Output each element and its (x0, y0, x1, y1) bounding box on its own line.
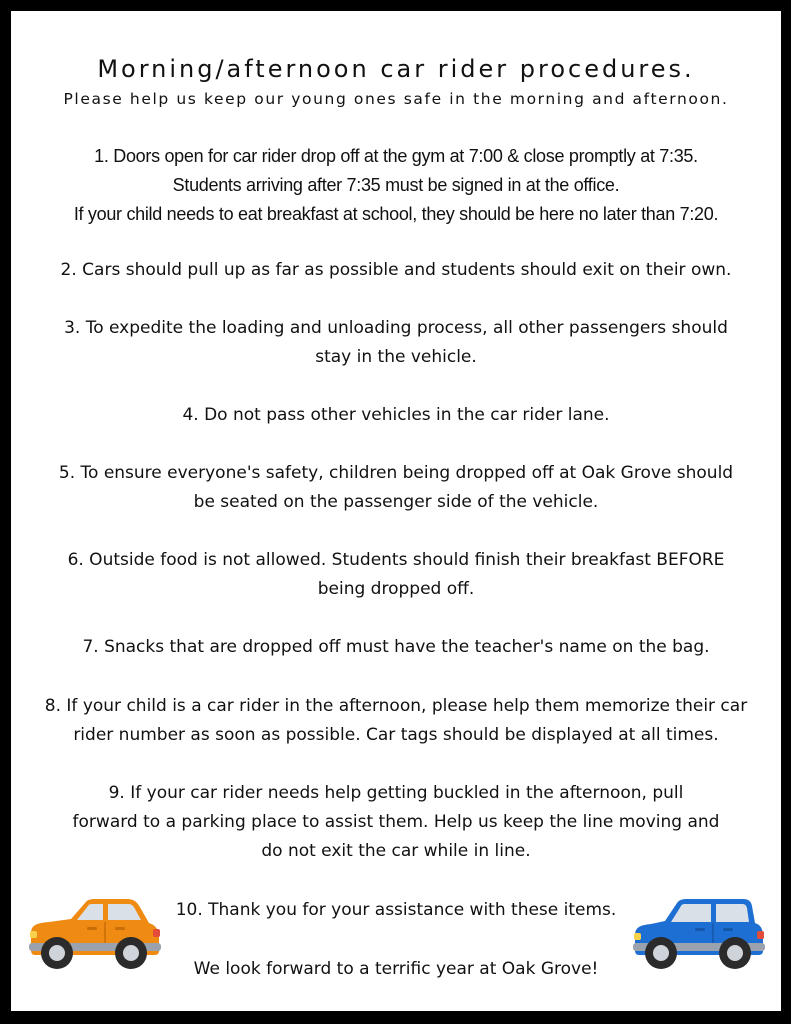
procedure-line: do not exit the car while in line. (261, 841, 531, 861)
procedure-item-5 (19, 459, 773, 517)
procedure-line: forward to a parking place to assist them. Help us keep the line moving and (72, 812, 720, 832)
page-subtitle: Please help us keep our young ones safe in the morning and afternoon. (63, 90, 729, 108)
procedure-line: Students arriving after 7:35 must be signed in at the office. (172, 175, 620, 195)
procedure-line: 6. Outside food is not allowed. Students should finish their breakfast BEFORE (67, 550, 725, 570)
closing-text: We look forward to a terrific year at Oak Grove! (193, 959, 599, 979)
procedure-line: be seated on the passenger side of the vehicle. (193, 492, 599, 512)
flyer-page (11, 11, 781, 1011)
procedure-line: being dropped off. (317, 579, 475, 599)
procedure-line: 5. To ensure everyone's safety, children being dropped off at Oak Grove should (58, 463, 734, 483)
procedure-line: 4. Do not pass other vehicles in the car rider lane. (182, 405, 610, 425)
procedure-line: stay in the vehicle. (315, 347, 477, 367)
procedure-item-7 (19, 633, 773, 662)
procedure-line: 1. Doors open for car rider drop off at the gym at 7:00 & close promptly at 7:35. (94, 146, 698, 166)
page-title: Morning/afternoon car rider procedures. (97, 55, 695, 83)
procedure-line: 9. If your car rider needs help getting buckled in the afternoon, pull (108, 783, 684, 803)
procedure-line: If your child needs to eat breakfast at school, they should be here no later than 7:20. (73, 204, 719, 224)
orange-car-icon (27, 895, 163, 971)
procedure-line: 10. Thank you for your assistance with these items. (175, 900, 617, 920)
procedure-line: 2. Cars should pull up as far as possible and students should exit on their own. (60, 260, 732, 280)
blue-car-icon (631, 893, 767, 971)
procedure-item-8 (19, 692, 773, 750)
procedure-item-2 (19, 256, 773, 285)
procedure-line: 7. Snacks that are dropped off must have the teacher's name on the bag. (82, 637, 710, 657)
procedure-item-6 (19, 546, 773, 604)
procedure-item-4 (19, 401, 773, 430)
procedure-item-3 (19, 314, 773, 372)
procedure-line: 3. To expedite the loading and unloading process, all other passengers should (64, 318, 728, 338)
procedure-line: rider number as soon as possible. Car tags should be displayed at all times. (73, 725, 719, 745)
procedure-item-9 (19, 779, 773, 866)
procedure-item-1 (19, 142, 773, 229)
procedure-line: 8. If your child is a car rider in the afternoon, please help them memorize their car (44, 696, 748, 716)
